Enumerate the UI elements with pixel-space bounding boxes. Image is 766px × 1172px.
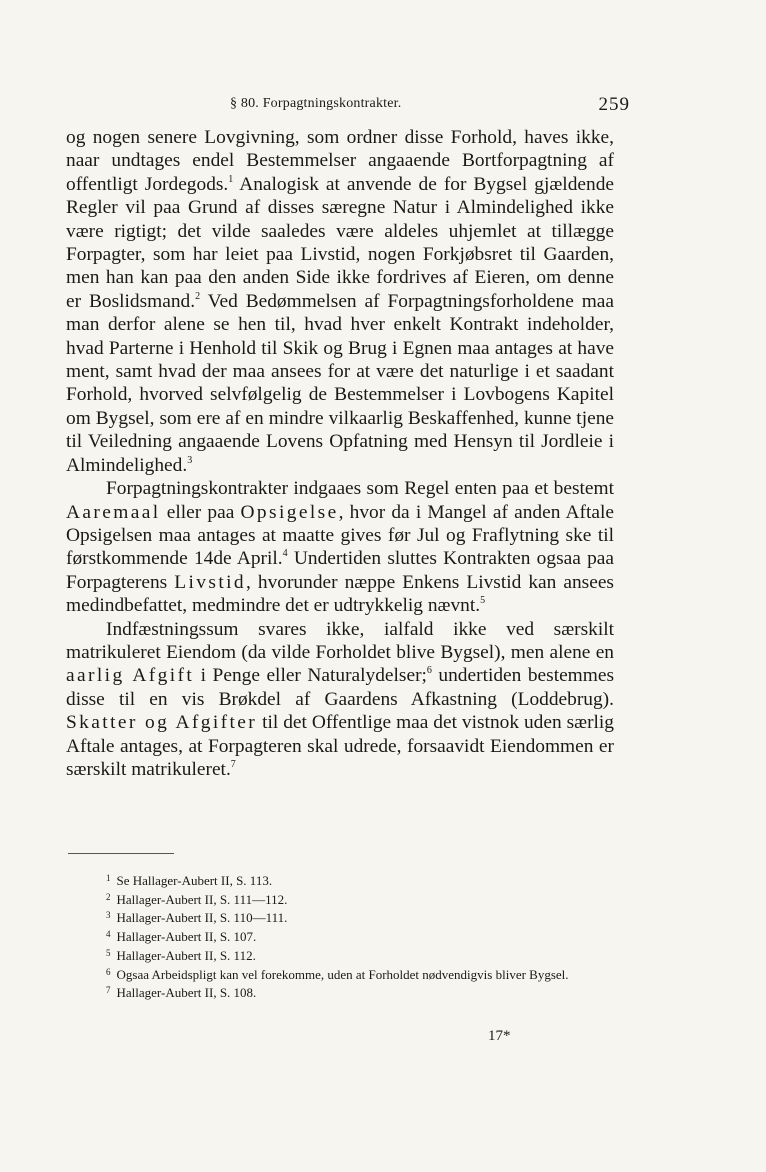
footnote-divider xyxy=(68,853,174,854)
footnote-ref: 2 xyxy=(195,290,201,302)
footnote-ref: 5 xyxy=(480,595,486,607)
footnote-mark: 5 xyxy=(106,947,111,958)
footnote-text: Hallager-Aubert II, S. 110—111. xyxy=(116,910,288,926)
spaced-emphasis: Skatter og Afgifter xyxy=(66,712,258,734)
footnote-text: Hallager-Aubert II, S. 107. xyxy=(116,929,257,945)
footnote-mark: 2 xyxy=(106,891,111,902)
main-text xyxy=(66,126,614,781)
text-run: eller paa xyxy=(160,501,241,523)
text-run: Ved Bedømmelsen af Forpagtningsforholdene maa man derfor alene se hen til, hvad hver enkelt Kontrakt indeholder, hvad Parterne i Henhold til Skik og Brug i Egnen maa antages at have ment, samt hvad der maa ansees for at være det naturlige i et saadant Forhold, hvorved selvfølgelig de Bestemmelser i Lovbogens Kapitel om Bygsel, som ere af en mindre vilkaarlig Beskaffenhed, kunne tjene til Veiledning angaaende Lovens Opfatning med Hensyn til Jordleie i Almindelighed. xyxy=(66,290,615,476)
text-run: Analogisk at anvende de for Bygsel gjældende Regler vil paa Grund af disses særegne Natur i Almindelighed ikke være rigtigt; det vilde saaledes være aldeles uhjemlet at tillægge Forpagter, som har leiet paa Livstid, nogen Forkjøbsret til Gaarden, men han kan paa den anden Side ikke fordrives af Eieren, om denne er Boslidsmand. xyxy=(66,173,614,312)
spaced-emphasis: Aaremaal xyxy=(66,501,161,523)
footnote-1 xyxy=(66,872,622,891)
footnote-mark: 4 xyxy=(106,929,111,940)
spaced-emphasis: aarlig Afgift xyxy=(66,665,195,687)
section-heading: § 80. Forpagtningskontrakter. xyxy=(230,96,402,111)
paragraph-1 xyxy=(66,126,614,477)
spaced-emphasis: Opsigelse xyxy=(240,501,339,523)
running-header xyxy=(230,94,630,118)
text-run: , hvorunder næppe Enkens Livstid kan ansees medindbefattet, medmindre det er udtrykkelig nævnt. xyxy=(66,571,614,617)
footnote-text: Ogsaa Arbeidspligt kan vel forekomme, uden at Forholdet nødvendigvis bliver Bygsel. xyxy=(116,966,569,982)
text-run: , hvor da i Mangel af anden Aftale Opsigelsen maa antages at maatte gives før Jul og Fraflytning ske til førstkommende 14de April. xyxy=(66,501,614,570)
footnote-text: Hallager-Aubert II, S. 111—112. xyxy=(116,891,288,907)
text-run: undertiden bestemmes disse til en vis Brøkdel af Gaardens Afkastning (Loddebrug). xyxy=(66,665,615,710)
text-run: Forpagtningskontrakter indgaaes som Regel enten paa et bestemt xyxy=(106,478,614,500)
footnote-5 xyxy=(66,947,622,966)
footnote-mark: 3 xyxy=(106,910,111,921)
footnote-mark: 6 xyxy=(106,966,111,977)
text-run: og nogen senere Lovgivning, som ordner disse Forhold, haves ikke, naar undtages endel Bestemmelser angaaende Bortforpagtning af offentligt Jordegods. xyxy=(66,127,614,195)
footnote-mark: 7 xyxy=(106,985,111,996)
text-run: til det Offentlige maa det vistnok uden særlig Aftale antages, at Forpagteren skal udrede, forsaavidt Eiendommen er særskilt matrikuleret. xyxy=(66,712,614,780)
paragraph-2 xyxy=(66,477,614,617)
paragraph-3 xyxy=(66,618,614,782)
footnote-ref: 4 xyxy=(282,548,288,560)
footnote-ref: 3 xyxy=(187,454,193,466)
text-run: i Penge eller Naturalydelser; xyxy=(194,665,427,687)
footnote-mark: 1 xyxy=(106,873,111,883)
footnote-ref: 7 xyxy=(230,758,236,770)
text-run: Undertiden sluttes Kontrakten ogsaa paa Forpagterens xyxy=(66,548,614,593)
footnote-7 xyxy=(66,984,622,1003)
text-run: Indfæstningssum svares ikke, ialfald ikke ved særskilt matrikuleret Eiendom (da vilde Forholdet blive Bygsel), men alene en xyxy=(66,618,614,663)
signature-mark: 17* xyxy=(488,1028,511,1044)
page-number: 259 xyxy=(598,94,630,115)
footnote-text: Hallager-Aubert II, S. 112. xyxy=(116,947,256,963)
footnote-6 xyxy=(66,966,622,985)
footnote-2 xyxy=(66,891,622,910)
spaced-emphasis: Livstid xyxy=(174,571,247,593)
footnote-text: Hallager-Aubert II, S. 108. xyxy=(116,985,257,1001)
footnote-ref: 1 xyxy=(228,173,234,185)
footnote-3 xyxy=(66,909,622,928)
footnote-4 xyxy=(66,928,622,947)
footnote-ref: 6 xyxy=(426,665,432,677)
footnotes xyxy=(66,872,622,1003)
footnote-text: Se Hallager-Aubert II, S. 113. xyxy=(116,873,273,888)
